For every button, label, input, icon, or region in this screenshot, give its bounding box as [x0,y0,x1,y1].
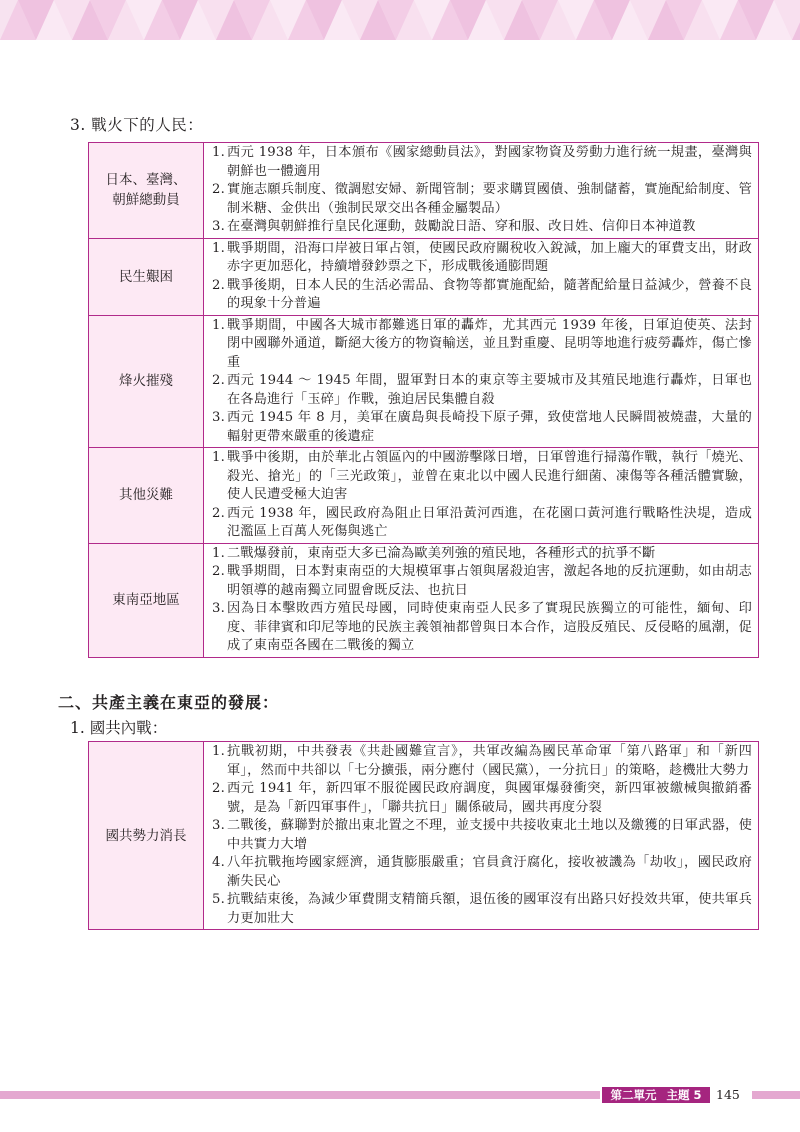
row-content [204,543,759,657]
wartime-people-table [88,142,759,658]
item-text: 二戰爆發前，東南亞大多已淪為歐美列強的殖民地，各種形式的抗爭不斷 [227,545,656,561]
item-text: 二戰後，蘇聯對於撤出東北置之不理，並支援中共接收東北土地以及繳獲的日軍武器，使中共實力大增 [227,818,752,852]
item-list [212,545,752,656]
list-item [212,780,752,817]
item-number: 1. [212,145,225,160]
row-label [89,315,204,448]
item-number: 3. [212,601,225,616]
list-item [212,891,752,928]
item-number: 2. [212,373,225,388]
footer-band-left [0,1091,600,1099]
item-number: 2. [212,781,225,796]
list-item [212,277,752,314]
list-item [212,240,752,277]
list-item [212,505,752,542]
section-2-heading: 二、共產主義在東亞的發展： [58,693,280,712]
row-content [204,143,759,239]
row-label-line: 其他災難 [119,487,173,504]
list-item [212,409,752,446]
item-number: 2. [212,277,225,293]
item-number: 1. [212,545,225,561]
list-item [212,218,752,237]
row-label [89,543,204,657]
table-row [89,543,759,657]
table-row [89,143,759,239]
item-number: 1. [212,450,225,465]
item-text: 在臺灣與朝鮮推行皇民化運動，鼓勵說日語、穿和服、改日姓、信仰日本神道教 [227,219,696,234]
row-label [89,742,204,930]
row-label [89,238,204,315]
footer-topic: 主題 5 [666,1088,702,1102]
row-label-line: 民生艱困 [119,268,173,285]
table-row [89,448,759,544]
list-item [212,854,752,891]
list-item [212,144,752,181]
item-list [212,743,752,928]
item-text: 抗戰結束後，為減少軍費開支精簡兵額，退伍後的國軍沒有出路只好投效共軍，使共軍兵力更加壯大 [227,892,752,926]
row-content [204,238,759,315]
list-item [212,817,752,854]
row-label-line: 東南亞地區 [112,592,180,608]
row-label-line: 烽火摧殘 [119,373,173,390]
item-number: 5. [212,892,225,907]
list-item [212,743,752,780]
item-text: 戰爭中後期，由於華北占領區內的中國游擊隊日增，日軍曾進行掃蕩作戰，執行「燒光、殺光、搶光」的「三光政策」，並曾在東北以中國人民進行細菌、凍傷等各種活體實驗，使人民遭受極大迫害 [227,450,752,502]
item-text: 戰爭期間，沿海口岸被日軍占領，使國民政府關稅收入銳減，加上龐大的軍費支出，財政赤字更加惡化，持續增發鈔票之下，形成戰後通膨問題 [227,240,752,274]
list-item [212,600,752,656]
table-row [89,238,759,315]
item-number: 4. [212,855,225,870]
item-text: 戰爭期間，日本對東南亞的大規模軍事占領與屠殺迫害，激起各地的反抗運動，如由胡志明領導的越南獨立同盟會既反法、也抗日 [227,564,752,598]
list-item [212,181,752,218]
item-text: 戰爭期間，中國各大城市都難逃日軍的轟炸，尤其西元 1939 年後，日軍迫使英、法封閉中國聯外通道，斷絕大後方的物資輸送，並且對重慶、昆明等地進行疲勞轟炸，傷亡慘重 [227,317,752,370]
row-content [204,742,759,930]
item-text: 西元 1944 ～ 1945 年間，盟軍對日本的東京等主要城市及其殖民地進行轟炸，日軍也在各島進行「玉碎」作戰，強迫居民集體自殺 [227,373,752,407]
section-3-heading: 3. 戰火下的人民： [70,116,204,134]
item-number: 1. [212,317,225,333]
table-row [89,315,759,448]
row-label [89,143,204,239]
item-number: 2. [212,564,225,579]
page-number: 145 [716,1087,740,1102]
footer-unit-label [602,1087,710,1103]
item-text: 西元 1938 年，日本頒布《國家總動員法》，對國家物資及勞動力進行統一規畫，臺灣與朝鮮也一體適用 [227,145,752,179]
item-number: 2. [212,182,225,197]
item-number: 2. [212,505,225,521]
triangle-pattern [0,0,800,40]
list-item [212,317,752,373]
item-text: 西元 1941 年，新四軍不服從國民政府調度，與國軍爆發衝突，新四軍被繳械與撤銷番號，是為「新四軍事件」，「聯共抗日」關係破局，國共再度分裂 [227,781,752,815]
item-number: 1. [212,744,225,759]
item-number: 3. [212,410,225,425]
page-footer [0,1087,800,1103]
row-label-line: 朝鮮總動員 [112,192,180,209]
item-text: 八年抗戰拖垮國家經濟，通貨膨脹嚴重；官員貪汙腐化，接收被譏為「劫收」，國民政府漸失民心 [227,855,752,889]
item-list [212,144,752,237]
row-content [204,448,759,544]
item-list [212,449,752,542]
section-2-1-heading: 1. 國共內戰： [70,719,168,737]
item-text: 戰爭後期，日本人民的生活必需品、食物等都實施配給，隨著配給量日益減少，營養不良的現象十分普遍 [227,277,752,311]
row-label-line: 國共勢力消長 [105,827,187,844]
list-item [212,545,752,564]
item-list [212,317,752,447]
list-item [212,372,752,409]
kmt-ccp-table [88,741,759,930]
list-item [212,563,752,600]
footer-unit: 第二單元 [610,1088,657,1102]
item-text: 西元 1945 年 8 月，美軍在廣島與長崎投下原子彈，致使當地人民瞬間被燒盡，大量的輻射更帶來嚴重的後遺症 [227,410,752,444]
item-number: 3. [212,818,225,833]
table-row [89,742,759,930]
item-list [212,240,752,314]
row-label [89,448,204,544]
item-text: 抗戰初期，中共發表《共赴國難宣言》，共軍改編為國民革命軍「第八路軍」和「新四軍」，然而中共卻以「七分擴張，兩分應付（國民黨），一分抗日」的策略，趁機壯大勢力 [227,744,752,778]
item-number: 3. [212,219,225,234]
row-label-line: 日本、臺灣、 [105,172,187,189]
list-item [212,449,752,505]
item-number: 1. [212,240,225,256]
row-content [204,315,759,448]
footer-band-right [752,1091,800,1099]
item-text: 實施志願兵制度、徵調慰安婦、新聞管制；要求購買國債、強制儲蓄，實施配給制度、管制米糖、金供出（強制民眾交出各種金屬製品） [227,182,752,216]
item-text: 因為日本擊敗西方殖民母國，同時使東南亞人民多了實現民族獨立的可能性，緬甸、印度、菲律賓和印尼等地的民族主義領袖都曾與日本合作，這股反殖民、反侵略的風潮，促成了東南亞各國在二戰後的獨立 [227,601,752,653]
item-text: 西元 1938 年，國民政府為阻止日軍沿黃河西進，在花園口黃河進行戰略性決堤，造成氾濫區上百萬人死傷與逃亡 [227,505,752,539]
top-decorative-banner [0,0,800,40]
